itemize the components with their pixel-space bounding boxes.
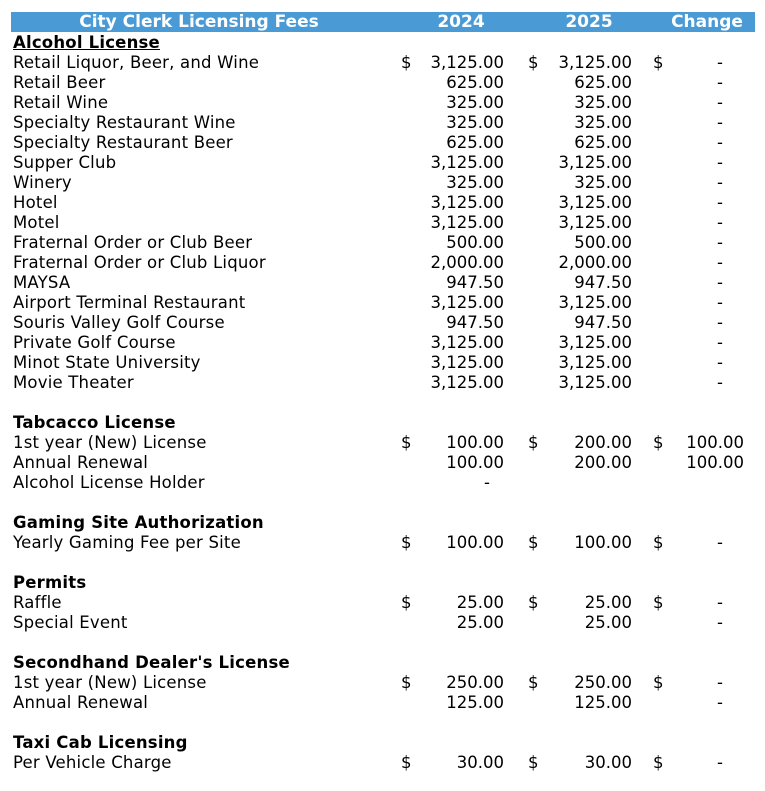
fee-2025: 200.00 — [574, 453, 632, 472]
table-row — [0, 233, 765, 253]
fee-label: Special Event — [13, 613, 128, 632]
fee-2024: 3,125.00 — [430, 353, 504, 372]
fee-label: Airport Terminal Restaurant — [13, 293, 246, 312]
table-row — [0, 593, 765, 613]
section-title: Tabcacco License — [13, 413, 176, 432]
fee-2025: 200.00 — [574, 433, 632, 452]
fee-2024: 250.00 — [446, 673, 504, 692]
fee-2024: 25.00 — [456, 613, 504, 632]
fee-2025: 3,125.00 — [558, 333, 632, 352]
fee-2024: 125.00 — [446, 693, 504, 712]
currency-symbol-2024: $ — [401, 673, 412, 692]
fee-change: - — [717, 273, 723, 292]
table-row — [0, 533, 765, 553]
fee-label: Retail Beer — [13, 73, 106, 92]
fee-label: Specialty Restaurant Beer — [13, 133, 233, 152]
fee-change: - — [717, 173, 723, 192]
fee-label: Retail Liquor, Beer, and Wine — [13, 53, 260, 72]
fee-2025: 500.00 — [574, 233, 632, 252]
currency-symbol-2025: $ — [528, 433, 539, 452]
fee-2025: 3,125.00 — [558, 373, 632, 392]
fee-label: 1st year (New) License — [13, 673, 207, 692]
table-header — [11, 12, 755, 32]
section-title: Alcohol License — [13, 33, 160, 52]
table-row — [0, 433, 765, 453]
fee-label: Souris Valley Golf Course — [13, 313, 225, 332]
fee-2024: 947.50 — [446, 313, 504, 332]
fee-2024: 100.00 — [446, 453, 504, 472]
fee-label: Annual Renewal — [13, 453, 149, 472]
fee-2025: 325.00 — [574, 173, 632, 192]
table-row — [0, 273, 765, 293]
fee-2025: 3,125.00 — [558, 213, 632, 232]
fee-2024: 325.00 — [446, 93, 504, 112]
table-row — [0, 93, 765, 113]
section-heading — [0, 733, 765, 753]
table-row — [0, 693, 765, 713]
fee-2024: 3,125.00 — [430, 373, 504, 392]
fee-label: Minot State University — [13, 353, 201, 372]
fee-2025: 3,125.00 — [558, 353, 632, 372]
fee-change: - — [717, 533, 723, 552]
fee-2024: 625.00 — [446, 73, 504, 92]
currency-symbol-2024: $ — [401, 53, 412, 72]
fee-2025: 3,125.00 — [558, 53, 632, 72]
fee-2025: 250.00 — [574, 673, 632, 692]
fee-2024: 500.00 — [446, 233, 504, 252]
fee-change: - — [717, 193, 723, 212]
fee-label: Supper Club — [13, 153, 117, 172]
fee-2024: 100.00 — [446, 533, 504, 552]
table-row — [0, 373, 765, 393]
fee-change: - — [717, 53, 723, 72]
fee-change: - — [717, 93, 723, 112]
fee-2025: 947.50 — [574, 273, 632, 292]
fee-change: 100.00 — [686, 453, 744, 472]
table-row — [0, 53, 765, 73]
fee-change: - — [717, 313, 723, 332]
fee-change: - — [717, 113, 723, 132]
fee-2025: 100.00 — [574, 533, 632, 552]
fee-change: - — [717, 353, 723, 372]
fee-2024: 3,125.00 — [430, 333, 504, 352]
table-row — [0, 173, 765, 193]
currency-symbol-2024: $ — [401, 433, 412, 452]
fee-2024: 625.00 — [446, 133, 504, 152]
table-row — [0, 253, 765, 273]
table-row — [0, 453, 765, 473]
fee-2024: 947.50 — [446, 273, 504, 292]
fee-2024: 30.00 — [456, 753, 504, 772]
fee-label: Fraternal Order or Club Beer — [13, 233, 253, 252]
fee-2024: 25.00 — [456, 593, 504, 612]
fee-table-body — [0, 33, 765, 773]
fee-change: - — [717, 213, 723, 232]
currency-symbol-2025: $ — [528, 753, 539, 772]
fee-2024: 3,125.00 — [430, 213, 504, 232]
fee-change: - — [717, 693, 723, 712]
currency-symbol-change: $ — [653, 533, 664, 552]
table-row — [0, 313, 765, 333]
fee-2025: 30.00 — [584, 753, 632, 772]
fee-label: Yearly Gaming Fee per Site — [13, 533, 241, 552]
fee-change: - — [717, 333, 723, 352]
fee-label: 1st year (New) License — [13, 433, 207, 452]
column-header-change: Change — [671, 12, 743, 32]
section-title: Gaming Site Authorization — [13, 513, 264, 532]
fee-label: Hotel — [13, 193, 58, 212]
fee-2025: 2,000.00 — [558, 253, 632, 272]
fee-change: - — [717, 753, 723, 772]
table-row — [0, 353, 765, 373]
fee-2024: 3,125.00 — [430, 293, 504, 312]
currency-symbol-2025: $ — [528, 53, 539, 72]
section-title: Permits — [13, 573, 87, 592]
table-row — [0, 293, 765, 313]
fee-label: Private Golf Course — [13, 333, 176, 352]
currency-symbol-2025: $ — [528, 673, 539, 692]
table-row — [0, 213, 765, 233]
fee-2024: 2,000.00 — [430, 253, 504, 272]
fee-2025: 25.00 — [584, 593, 632, 612]
fee-label: Movie Theater — [13, 373, 134, 392]
fee-2025: 325.00 — [574, 93, 632, 112]
table-row — [0, 193, 765, 213]
fee-change: - — [717, 293, 723, 312]
table-row — [0, 73, 765, 93]
fee-2024: - — [484, 473, 490, 492]
fee-change: - — [717, 73, 723, 92]
spacer-row — [0, 393, 765, 413]
currency-symbol-change: $ — [653, 433, 664, 452]
fee-label: MAYSA — [13, 273, 71, 292]
spacer-row — [0, 493, 765, 513]
fee-label: Annual Renewal — [13, 693, 149, 712]
fee-label: Winery — [13, 173, 72, 192]
fee-label: Fraternal Order or Club Liquor — [13, 253, 266, 272]
currency-symbol-2024: $ — [401, 753, 412, 772]
table-row — [0, 113, 765, 133]
fee-change: - — [717, 593, 723, 612]
currency-symbol-2024: $ — [401, 533, 412, 552]
section-heading — [0, 573, 765, 593]
fee-2025: 625.00 — [574, 133, 632, 152]
fee-2024: 3,125.00 — [430, 53, 504, 72]
fee-2025: 25.00 — [584, 613, 632, 632]
fee-2024: 100.00 — [446, 433, 504, 452]
currency-symbol-change: $ — [653, 593, 664, 612]
fee-label: Alcohol License Holder — [13, 473, 205, 492]
fee-label: Specialty Restaurant Wine — [13, 113, 236, 132]
currency-symbol-change: $ — [653, 753, 664, 772]
section-title: Secondhand Dealer's License — [13, 653, 290, 672]
fee-2025: 3,125.00 — [558, 293, 632, 312]
fee-2024: 3,125.00 — [430, 153, 504, 172]
table-row — [0, 473, 765, 493]
section-heading — [0, 33, 765, 53]
section-heading — [0, 413, 765, 433]
currency-symbol-2025: $ — [528, 593, 539, 612]
table-row — [0, 153, 765, 173]
table-row — [0, 613, 765, 633]
section-title: Taxi Cab Licensing — [13, 733, 188, 752]
currency-symbol-change: $ — [653, 53, 664, 72]
spacer-row — [0, 553, 765, 573]
column-header-2024: 2024 — [437, 12, 485, 32]
spacer-row — [0, 713, 765, 733]
fee-change: - — [717, 133, 723, 152]
fee-2024: 325.00 — [446, 113, 504, 132]
fee-2025: 947.50 — [574, 313, 632, 332]
fee-2025: 3,125.00 — [558, 193, 632, 212]
fee-change: - — [717, 673, 723, 692]
table-row — [0, 333, 765, 353]
fee-label: Per Vehicle Charge — [13, 753, 172, 772]
fee-label: Raffle — [13, 593, 62, 612]
section-heading — [0, 513, 765, 533]
table-title: City Clerk Licensing Fees — [79, 12, 319, 32]
fee-2025: 3,125.00 — [558, 153, 632, 172]
currency-symbol-change: $ — [653, 673, 664, 692]
currency-symbol-2024: $ — [401, 593, 412, 612]
spacer-row — [0, 633, 765, 653]
fee-2024: 325.00 — [446, 173, 504, 192]
column-header-2025: 2025 — [565, 12, 613, 32]
fee-label: Motel — [13, 213, 60, 232]
currency-symbol-2025: $ — [528, 533, 539, 552]
fee-change: - — [717, 253, 723, 272]
section-heading — [0, 653, 765, 673]
table-row — [0, 133, 765, 153]
fee-change: - — [717, 233, 723, 252]
fee-change: - — [717, 613, 723, 632]
fee-2025: 125.00 — [574, 693, 632, 712]
fee-change: 100.00 — [686, 433, 744, 452]
fee-2024: 3,125.00 — [430, 193, 504, 212]
table-row — [0, 753, 765, 773]
fee-change: - — [717, 153, 723, 172]
fee-2025: 625.00 — [574, 73, 632, 92]
table-row — [0, 673, 765, 693]
fee-label: Retail Wine — [13, 93, 109, 112]
fee-2025: 325.00 — [574, 113, 632, 132]
fee-change: - — [717, 373, 723, 392]
